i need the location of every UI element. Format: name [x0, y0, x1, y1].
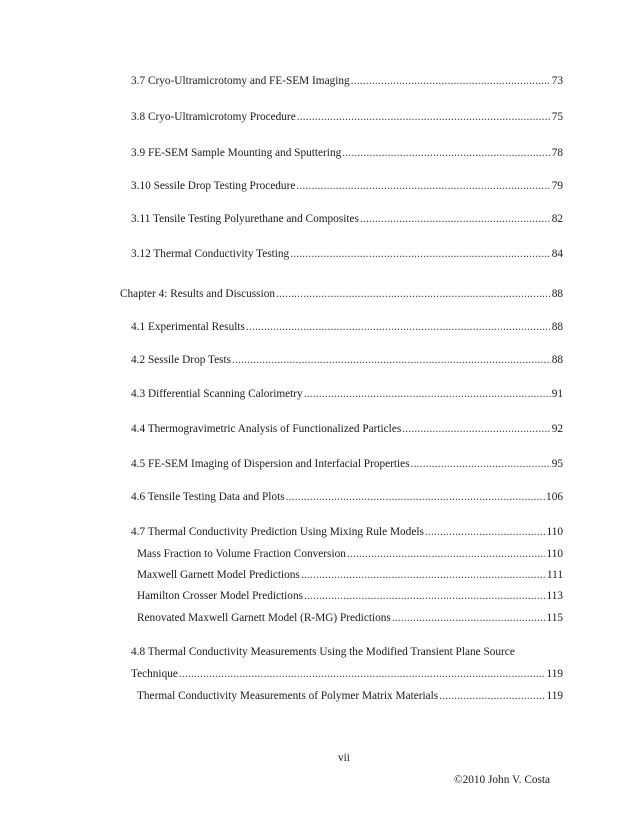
- toc-entry-hamilton-crosser[interactable]: [137, 589, 563, 603]
- toc-entry-4-4[interactable]: [131, 422, 563, 436]
- toc-entry-3-8[interactable]: [131, 110, 563, 124]
- toc-entry-3-9[interactable]: [131, 146, 563, 160]
- toc-entry-title: 4.6 Tensile Testing Data and Plots: [131, 491, 285, 503]
- toc-entry-page: 119: [546, 668, 563, 680]
- toc-entry-page: 111: [546, 569, 563, 581]
- toc-entry-page: 95: [551, 458, 563, 470]
- toc-entry-page: 84: [551, 248, 563, 260]
- toc-entry-title: Maxwell Garnett Model Predictions: [137, 569, 300, 581]
- dot-leader: [360, 212, 551, 226]
- toc-entry-page: 110: [546, 548, 563, 560]
- toc-entry-4-1[interactable]: [131, 320, 563, 334]
- dot-leader: [297, 110, 551, 124]
- toc-entry-title: 3.11 Tensile Testing Polyurethane and Composites: [131, 213, 359, 225]
- toc-entry-4-6[interactable]: [131, 490, 563, 504]
- dot-leader: [276, 287, 551, 301]
- toc-entry-4-3[interactable]: [131, 387, 563, 401]
- dot-leader: [304, 589, 545, 603]
- toc-entry-page: 113: [546, 590, 563, 602]
- toc-entry-4-8-title[interactable]: 4.8 Thermal Conductivity Measurements Using the Modified Transient Plane Source: [131, 646, 515, 658]
- dot-leader: [411, 457, 551, 471]
- toc-entry-3-11[interactable]: [131, 212, 563, 226]
- toc-entry-page: 82: [551, 213, 563, 225]
- toc-entry-title: 3.12 Thermal Conductivity Testing: [131, 248, 290, 260]
- toc-entry-title: 4.4 Thermogravimetric Analysis of Functionalized Particles: [131, 423, 402, 435]
- toc-entry-page: 73: [551, 75, 563, 87]
- toc-entry-title: 3.8 Cryo-Ultramicrotomy Procedure: [131, 111, 296, 123]
- toc-entry-page: 88: [551, 354, 563, 366]
- dot-leader: [402, 422, 550, 436]
- dot-leader: [296, 179, 550, 193]
- toc-entry-title: 4.5 FE-SEM Imaging of Dispersion and Interfacial Properties: [131, 458, 410, 470]
- toc-entry-page: 115: [546, 612, 563, 624]
- toc-entry-page: 110: [546, 526, 563, 538]
- toc-entry-page: 78: [551, 147, 563, 159]
- dot-leader: [179, 667, 546, 681]
- toc-entry-4-5[interactable]: [131, 457, 563, 471]
- toc-entry-3-10[interactable]: [131, 179, 563, 193]
- toc-entry-title: 3.7 Cryo-Ultramicrotomy and FE-SEM Imaging: [131, 75, 350, 87]
- dot-leader: [392, 611, 546, 625]
- toc-entry-title: Renovated Maxwell Garnett Model (R-MG) Predictions: [137, 612, 391, 624]
- dot-leader: [232, 353, 551, 367]
- toc-entry-title: 3.9 FE-SEM Sample Mounting and Sputtering: [131, 147, 342, 159]
- toc-entry-chapter-4[interactable]: [120, 287, 563, 301]
- toc-entry-title: Technique: [131, 668, 178, 680]
- toc-entry-page: 91: [551, 388, 563, 400]
- toc-entry-page: 88: [551, 321, 563, 333]
- toc-entry-page: 92: [551, 423, 563, 435]
- toc-entry-title: Chapter 4: Results and Discussion: [120, 288, 276, 300]
- toc-entry-3-12[interactable]: [131, 247, 563, 261]
- toc-entry-title: Hamilton Crosser Model Predictions: [137, 590, 303, 602]
- dot-leader: [286, 490, 545, 504]
- copyright-notice: ©2010 John V. Costa: [454, 774, 551, 786]
- toc-entry-title: 4.2 Sessile Drop Tests: [131, 354, 232, 366]
- toc-entry-page: 79: [551, 180, 563, 192]
- dot-leader: [246, 320, 551, 334]
- toc-entry-renovated-maxwell-garnett[interactable]: [137, 611, 563, 625]
- toc-entry-page: 119: [546, 690, 563, 702]
- toc-entry-title: Mass Fraction to Volume Fraction Conversion: [137, 548, 346, 560]
- dot-leader: [304, 387, 551, 401]
- toc-entry-title: 3.10 Sessile Drop Testing Procedure: [131, 180, 296, 192]
- toc-entry-4-2[interactable]: [131, 353, 563, 367]
- toc-entry-page: 106: [546, 491, 563, 503]
- dot-leader: [439, 689, 545, 703]
- dot-leader: [425, 525, 546, 539]
- dot-leader: [351, 74, 551, 88]
- toc-entry-mass-fraction[interactable]: [137, 547, 563, 561]
- toc-entry-4-8-continued[interactable]: [131, 667, 563, 681]
- toc-entry-title: 4.1 Experimental Results: [131, 321, 245, 333]
- dot-leader: [290, 247, 551, 261]
- toc-entry-3-7[interactable]: [131, 74, 563, 88]
- toc-entry-page: 75: [551, 111, 563, 123]
- toc-entry-polymer-matrix[interactable]: [137, 689, 563, 703]
- toc-entry-title: 4.7 Thermal Conductivity Prediction Using Mixing Rule Models: [131, 526, 424, 538]
- toc-entry-page: 88: [551, 288, 563, 300]
- dot-leader: [347, 547, 546, 561]
- toc-entry-maxwell-garnett[interactable]: [137, 568, 563, 582]
- toc-entry-title: 4.3 Differential Scanning Calorimetry: [131, 388, 303, 400]
- dot-leader: [342, 146, 550, 160]
- page-number: vii: [338, 752, 350, 764]
- toc-entry-title: Thermal Conductivity Measurements of Polymer Matrix Materials: [137, 690, 439, 702]
- toc-entry-4-7[interactable]: [131, 525, 563, 539]
- dot-leader: [301, 568, 546, 582]
